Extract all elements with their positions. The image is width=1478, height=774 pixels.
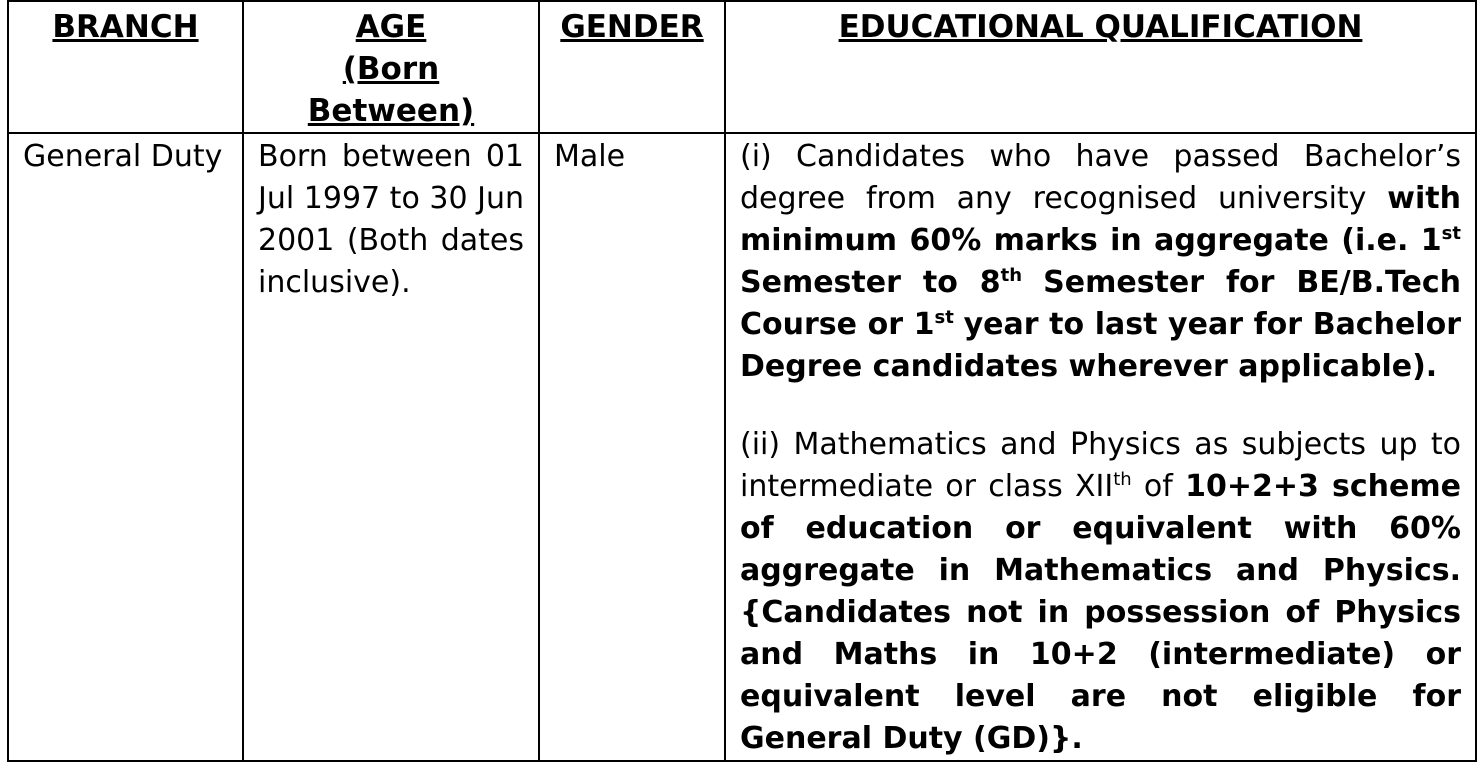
header-gender <box>539 1 725 133</box>
header-gender-text: GENDER <box>560 9 704 45</box>
qual1-bold-a: with minimum 60% marks in aggregate (i.e. 1 <box>740 181 1461 258</box>
qual1-bold-b: Semester to 8 <box>740 265 1001 300</box>
qualification-point-1 <box>740 136 1461 388</box>
qual1-sup2: th <box>1000 265 1023 286</box>
header-education-text: EDUCATIONAL QUALIFICATION <box>838 9 1363 45</box>
table-header-row <box>8 1 1476 133</box>
eligibility-table <box>7 0 1477 762</box>
header-age-line2: (Born Between) <box>307 51 475 129</box>
qual2-bold: 10+2+3 scheme of education or equivalent with 60% aggregate in Mathematics and Physics. {Candidates not in possession of Physics and Maths in 10+2 (intermediate) or equivalent level are not eligible for General Duty (GD)}. <box>740 469 1461 756</box>
qual1-sup1: st <box>1441 223 1461 244</box>
header-branch-text: BRANCH <box>52 9 199 45</box>
table-row <box>8 133 1476 761</box>
qual1-bold-c: Semester for BE/B.Tech Course or 1 <box>740 265 1461 342</box>
qual1-sup3: st <box>934 307 954 328</box>
header-age-line1: AGE <box>355 9 427 45</box>
qual1-bold-d: year to last year for Bachelor Degree candidates wherever applicable). <box>740 307 1461 384</box>
cell-age <box>243 133 539 761</box>
branch-value: General Duty <box>23 139 223 174</box>
gender-value: Male <box>554 139 626 174</box>
cell-branch <box>8 133 243 761</box>
age-value: Born between 01 Jul 1997 to 30 Jun 2001 (Both dates inclusive). <box>258 139 524 300</box>
qual2-sup: th <box>1113 469 1132 490</box>
qual2-prefix: (ii) Mathematics and Physics as subjects up to intermediate or class XII <box>740 427 1461 504</box>
qualification-point-2 <box>740 424 1461 760</box>
cell-gender <box>539 133 725 761</box>
qual2-mid: of <box>1131 469 1186 504</box>
header-age <box>243 1 539 133</box>
qual1-prefix: (i) Candidates who have passed Bachelor’s degree from any recognised university <box>740 139 1461 216</box>
header-education <box>725 1 1476 133</box>
cell-education <box>725 133 1476 761</box>
header-branch <box>8 1 243 133</box>
